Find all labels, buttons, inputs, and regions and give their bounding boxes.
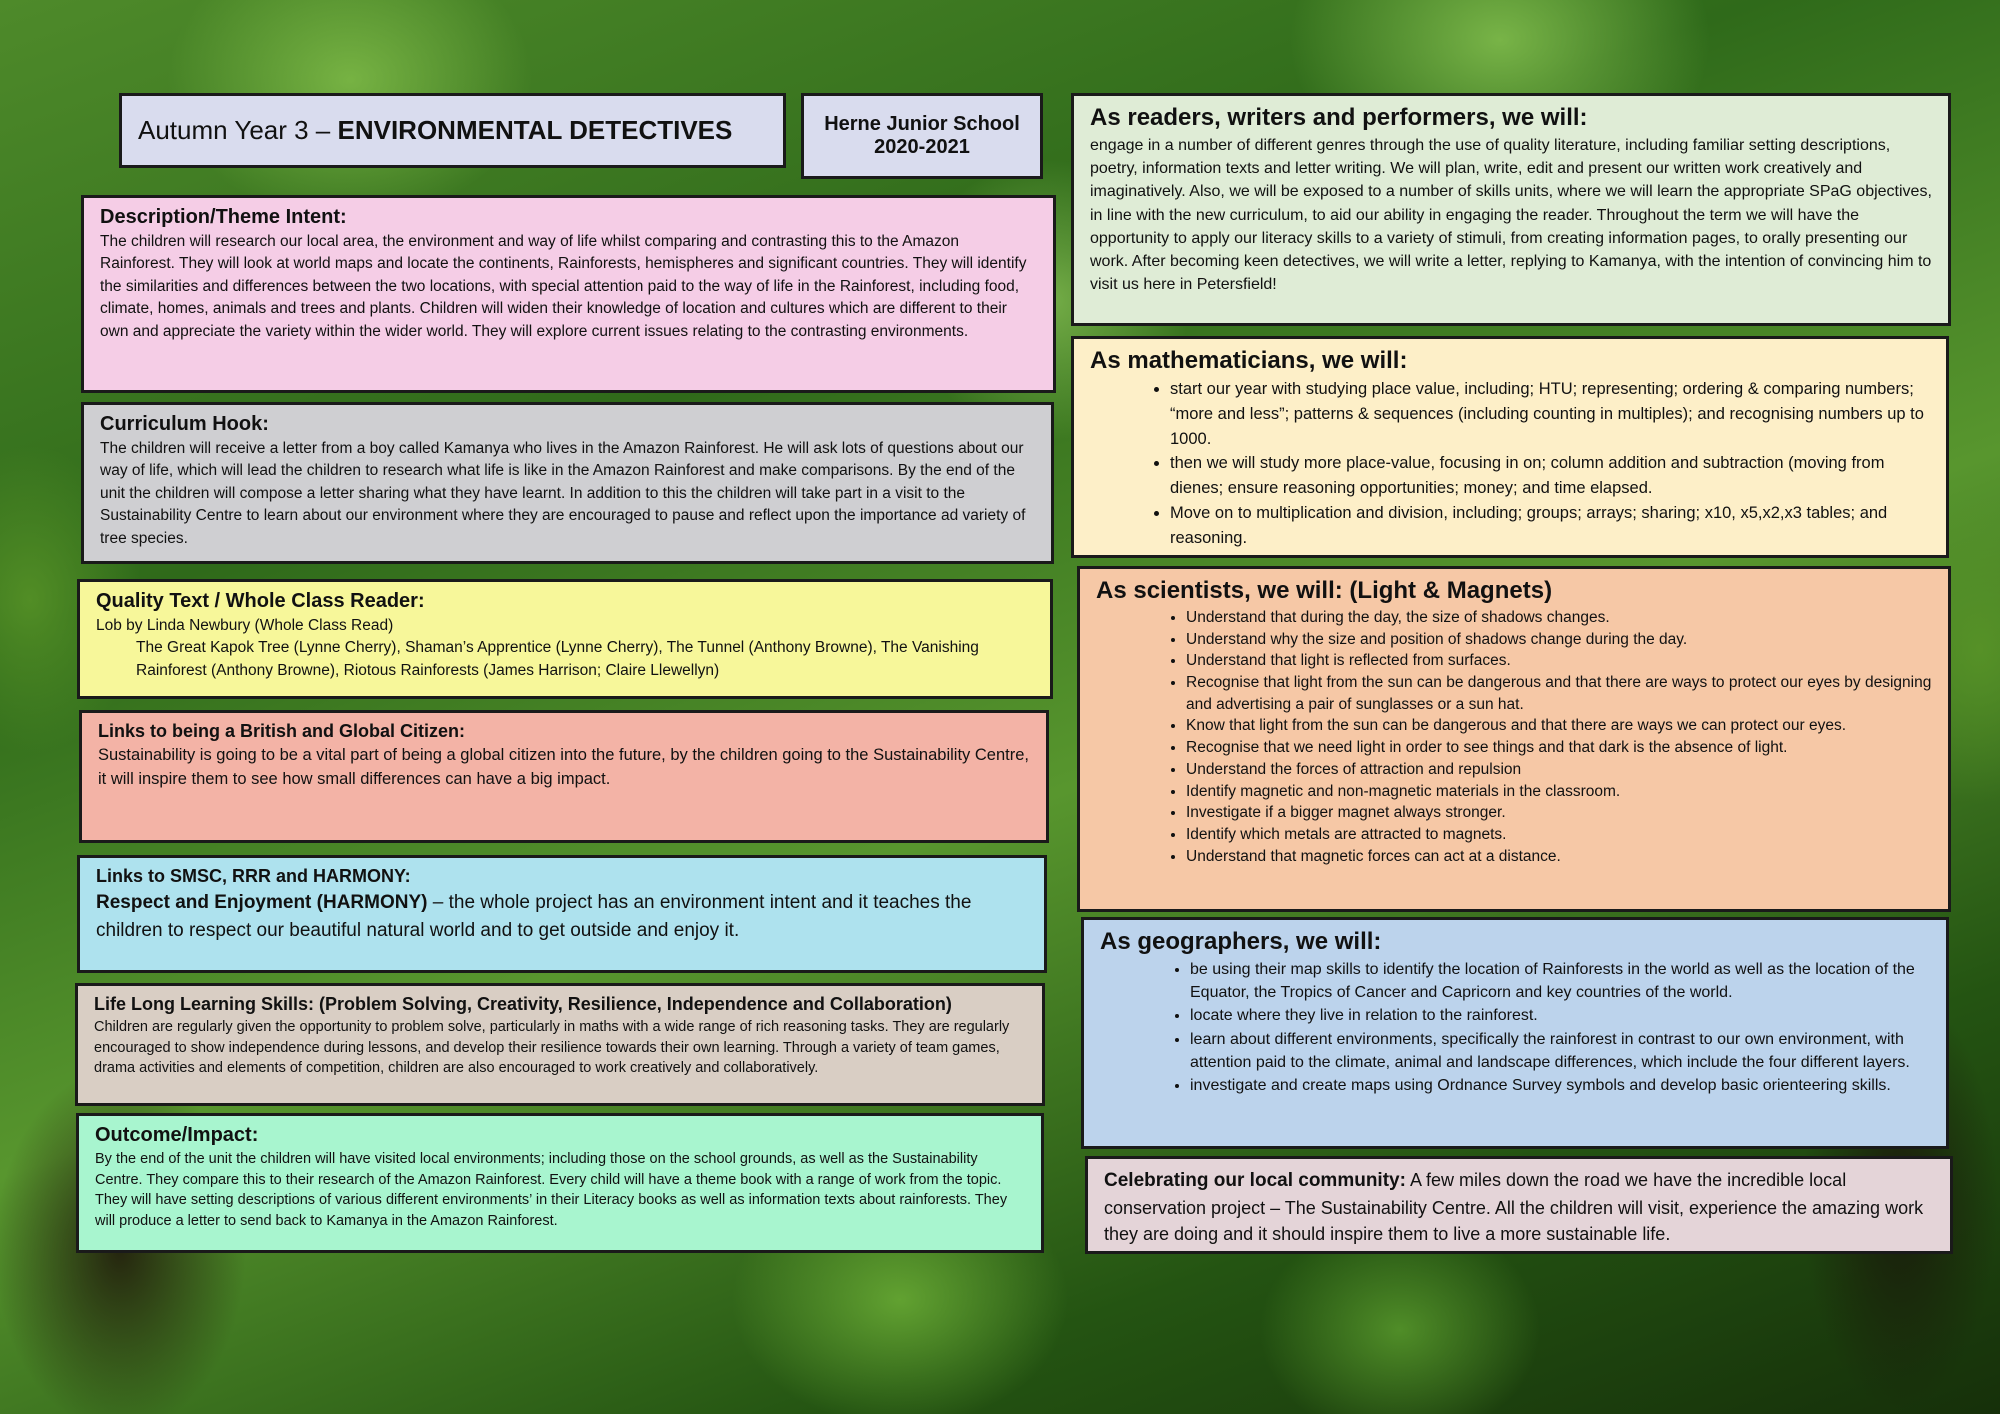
description-box — [81, 195, 1056, 393]
list-item: • Understand that during the day, the size of shadows changes. — [1186, 607, 1932, 629]
citizen-body: Sustainability is going to be a vital part of being a global citizen into the future, by the children going to the Sustainability Centre, it will inspire them to see how small differences can have a big impact. — [98, 746, 1029, 788]
title-prefix: Autumn Year 3 – — [138, 115, 331, 145]
list-item: • Identify magnetic and non-magnetic materials in the classroom. — [1186, 781, 1932, 803]
list-item: • Know that light from the sun can be dangerous and that there are ways we can protect our eyes. — [1186, 715, 1932, 737]
science-box — [1077, 566, 1951, 912]
description-body: The children will research our local area, the environment and way of life whilst comparing and contrasting this to the Amazon Rainforest. They will look at world maps and locate the continents, Rainforests, hemispheres and significant countries. They will identify the similarities and differences between the two locations, with special attention paid to the way of life in the Rainforest, including food, climate, homes, animals and trees and plants. Children will widen their knowledge of location and cultures which are different to their own and appreciate the variety within the wider world. They will explore current issues relating to the contrasting environments. — [100, 233, 1027, 340]
geography-box — [1081, 917, 1949, 1149]
maths-list — [1090, 377, 1930, 550]
list-item: • Identify which metals are attracted to magnets. — [1186, 824, 1932, 846]
science-heading: As scientists, we will: (Light & Magnets) — [1096, 577, 1553, 604]
science-list — [1096, 607, 1932, 867]
school-box — [801, 93, 1043, 179]
reader-box — [77, 579, 1053, 699]
list-item: • start our year with studying place value, including; HTU; representing; ordering & comparing numbers; “more and less”; patterns & sequences (including counting in multiples); and recognising numbers up to 1000. — [1170, 377, 1930, 451]
skills-heading: Life Long Learning Skills: (Problem Solving, Creativity, Resilience, Independence and Collaboration) — [94, 994, 952, 1014]
citizen-heading: Links to being a British and Global Citizen: — [98, 721, 466, 741]
list-item: • then we will study more place-value, focusing in on; column addition and subtraction (moving from dienes; ensure reasoning opportunities; money; and time elapsed. — [1170, 451, 1930, 501]
community-box — [1085, 1156, 1953, 1254]
reader-heading: Quality Text / Whole Class Reader: — [96, 590, 425, 612]
list-item: • Investigate if a bigger magnet always stronger. — [1186, 802, 1932, 824]
community-body: A few miles down the road we have the incredible local conservation project – The Sustainability Centre. All the children will visit, experience the amazing work they are doing and it should inspire them to live a more sustainable life. — [1104, 1170, 1924, 1244]
list-item: • Recognise that we need light in order to see things and that dark is the absence of light. — [1186, 737, 1932, 759]
readers-body: engage in a number of different genres through the use of quality literature, including familiar setting descriptions, poetry, information texts and letter writing. We will plan, write, edit and present our written work creatively and imaginatively. Also, we will be exposed to a number of skills units, where we will learn the appropriate SPaG objectives, in line with the new curriculum, to aid our ability in engaging the reader. Throughout the term we will have the opportunity to apply our literacy skills to a variety of stimuli, from creating information pages, to orally presenting our work. After becoming keen detectives, we will write a letter, replying to Kamanya, with the intention of convincing him to visit us here in Petersfield! — [1090, 137, 1932, 294]
maths-heading: As mathematicians, we will: — [1090, 347, 1408, 374]
hook-box — [81, 402, 1054, 564]
description-heading: Description/Theme Intent: — [100, 206, 347, 228]
list-item: • be using their map skills to identify the location of Rainforests in the world as well as the location of the Equator, the Tropics of Cancer and Capricorn and key countries of the world. — [1190, 958, 1930, 1004]
geography-heading: As geographers, we will: — [1100, 928, 1382, 955]
list-item: • Recognise that light from the sun can be dangerous and that there are ways to protect our eyes by designing and advertising a pair of sunglasses or a sun hat. — [1186, 672, 1932, 715]
list-item: • investigate and create maps using Ordnance Survey symbols and develop basic orienteering skills. — [1190, 1074, 1930, 1097]
outcome-body: By the end of the unit the children will have visited local environments; including those on the school grounds, as well as the Sustainability Centre. They compare this to their research of the Amazon Rainforest. Every child will have a theme book with a range of work from the topic. They will have setting descriptions of various different environments’ in their Literacy books as well as information texts about rainforests. They will produce a letter to send back to Kamanya in the Amazon Rainforest. — [95, 1151, 1008, 1229]
smsc-lead: Respect and Enjoyment (HARMONY) — [96, 892, 428, 913]
skills-body: Children are regularly given the opportunity to problem solve, particularly in maths with a wide range of rich reasoning tasks. They are regularly encouraged to show independence during lessons, and develop their resilience towards their own learning. Through a variety of team games, drama activities and elements of competition, children are also encouraged to work creatively and collaboratively. — [94, 1019, 1010, 1077]
geography-list — [1100, 958, 1930, 1097]
hook-heading: Curriculum Hook: — [100, 413, 269, 435]
hook-body: The children will receive a letter from a boy called Kamanya who lives in the Amazon Rainforest. He will ask lots of questions about our way of life, which will lead the children to research what life is like in the Amazon Rainforest and make comparisons. By the end of the unit the children will compose a letter sharing what they have learnt. In addition to this the children will take part in a visit to the Sustainability Centre to learn about our environment where they are encouraged to pause and reflect upon the importance ad variety of tree species. — [100, 440, 1026, 547]
list-item: • Understand that light is reflected from surfaces. — [1186, 650, 1932, 672]
community-heading: Celebrating our local community: — [1104, 1170, 1406, 1191]
readers-box — [1071, 93, 1951, 326]
title-box — [119, 93, 786, 168]
smsc-text — [96, 889, 1028, 944]
list-item: • learn about different environments, specifically the rainforest in contrast to our own environment, with attention paid to the climate, animal and landscape differences, which include the four different layers. — [1190, 1028, 1930, 1074]
list-item: • locate where they live in relation to the rainforest. — [1190, 1004, 1930, 1027]
list-item: • Understand that magnetic forces can act at a distance. — [1186, 846, 1932, 868]
list-item: • Move on to multiplication and division, including; groups; arrays; sharing; x10, x5,x2,x3 tables; and reasoning. — [1170, 501, 1930, 551]
smsc-box — [77, 855, 1047, 973]
school-name: Herne Junior School — [824, 113, 1020, 135]
school-year: 2020-2021 — [874, 136, 970, 158]
reader-others: The Great Kapok Tree (Lynne Cherry), Shaman’s Apprentice (Lynne Cherry), The Tunnel (Anthony Browne), The Vanishing Rainforest (Anthony Browne), Riotous Rainforests (James Harrison; Claire Llewellyn) — [136, 639, 979, 679]
skills-box — [75, 983, 1045, 1106]
maths-box — [1071, 336, 1949, 558]
readers-heading: As readers, writers and performers, we will: — [1090, 104, 1588, 131]
smsc-body: – the whole project has an environment intent and it teaches the children to respect our beautiful natural world and to get outside and enjoy it. — [96, 892, 972, 941]
list-item: • Understand why the size and position of shadows change during the day. — [1186, 629, 1932, 651]
citizen-box — [79, 710, 1049, 843]
list-item: • Understand the forces of attraction and repulsion — [1186, 759, 1932, 781]
smsc-heading: Links to SMSC, RRR and HARMONY: — [96, 866, 411, 886]
reader-main: Lob by Linda Newbury (Whole Class Read) — [96, 617, 394, 634]
outcome-heading: Outcome/Impact: — [95, 1124, 259, 1146]
page-title: ENVIRONMENTAL DETECTIVES — [337, 115, 733, 145]
outcome-box — [76, 1113, 1044, 1253]
